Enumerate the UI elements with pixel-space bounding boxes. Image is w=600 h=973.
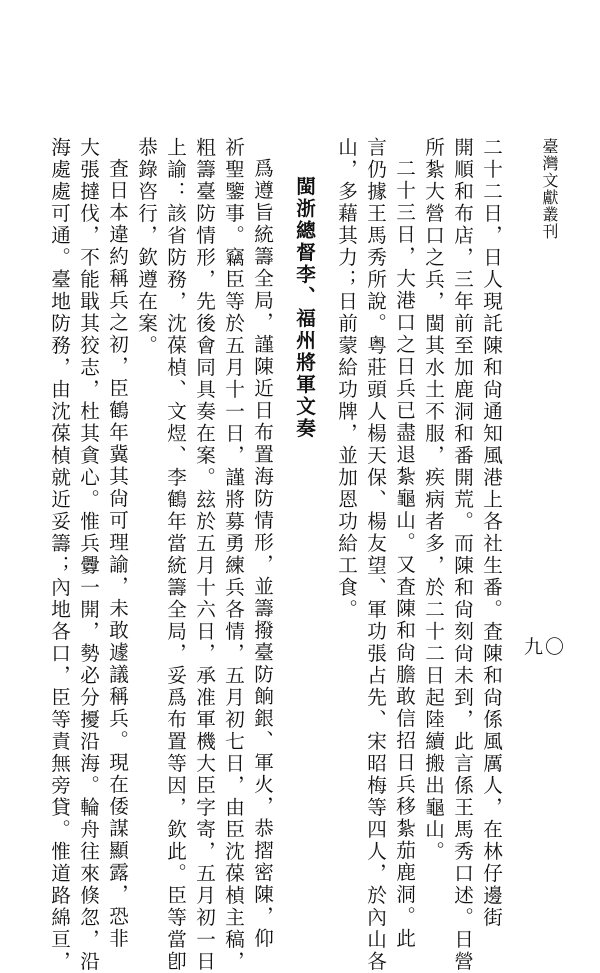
page-number: 九〇 <box>524 636 567 658</box>
text-column-8: 爲遵旨統籌全局，謹陳近日布置海防情形，並籌撥臺防餉銀、軍火，恭摺密陳，仰 <box>250 158 274 950</box>
text-column-1: 二十二日，日人現託陳和尙通知風港上各社生番。査陳和尙係風厲人，在林仔邊街 <box>479 137 503 929</box>
text-column-4: 二十三日，大港口之日兵已盡退紮龜山。又査陳和尙膽敢信招日兵移紮茄鹿洞。此 <box>392 158 416 950</box>
text-column-10: 粗籌臺防情形，先後會同具奏在案。玆於五月十六日，承准軍機大臣字寄，五月初一日 <box>192 137 216 973</box>
text-column-3: 所紮大營口之兵，閩其水土不服，疾病者多，於二十二日起陸續搬出龜山。 <box>421 137 445 863</box>
text-column-14: 大張撻伐，不能戢其狡志，杜其貪心。惟兵釁一開，勢必分擾沿海。輪舟往來倏忽，沿 <box>76 137 100 973</box>
text-column-12: 恭錄咨行，欽遵在案。 <box>134 137 158 357</box>
journal-title: 臺灣文獻叢刊 <box>540 138 559 240</box>
text-column-6: 山，多藉其力；日前蒙給功牌，並加恩功給工食。 <box>334 137 358 621</box>
text-column-11: 上諭：該省防務，沈葆楨、文煜、李鶴年當統籌全局，妥爲布置等因，欽此。臣等當卽 <box>163 137 187 973</box>
text-column-15: 海處處可通。臺地防務，由沈葆楨就近妥籌；內地各口，臣等責無旁貸。惟道路綿亘， <box>47 137 71 973</box>
text-column-5: 言仍據王馬秀所說。粤莊頭人楊天保、楊友望、軍功張占先、宋昭梅等四人，於內山各 <box>363 137 387 973</box>
text-column-13: 査日本違約稱兵之初，臣鶴年冀其尙可理諭，未敢遽議稱兵。現在倭謀顯露，恐非 <box>105 158 129 950</box>
text-column-2: 開順和布店，三年前至加鹿洞和番開荒。而陳和尙刻尙未到，此言係王馬秀口述。日營 <box>450 137 474 973</box>
text-column-9: 祈聖鑒事。竊臣等於五月十一日，謹將募勇練兵各情，五月初七日，由臣沈葆楨主稿， <box>221 137 245 973</box>
memorial-title: 閩浙總督李、福州將軍文奏 <box>292 176 316 440</box>
